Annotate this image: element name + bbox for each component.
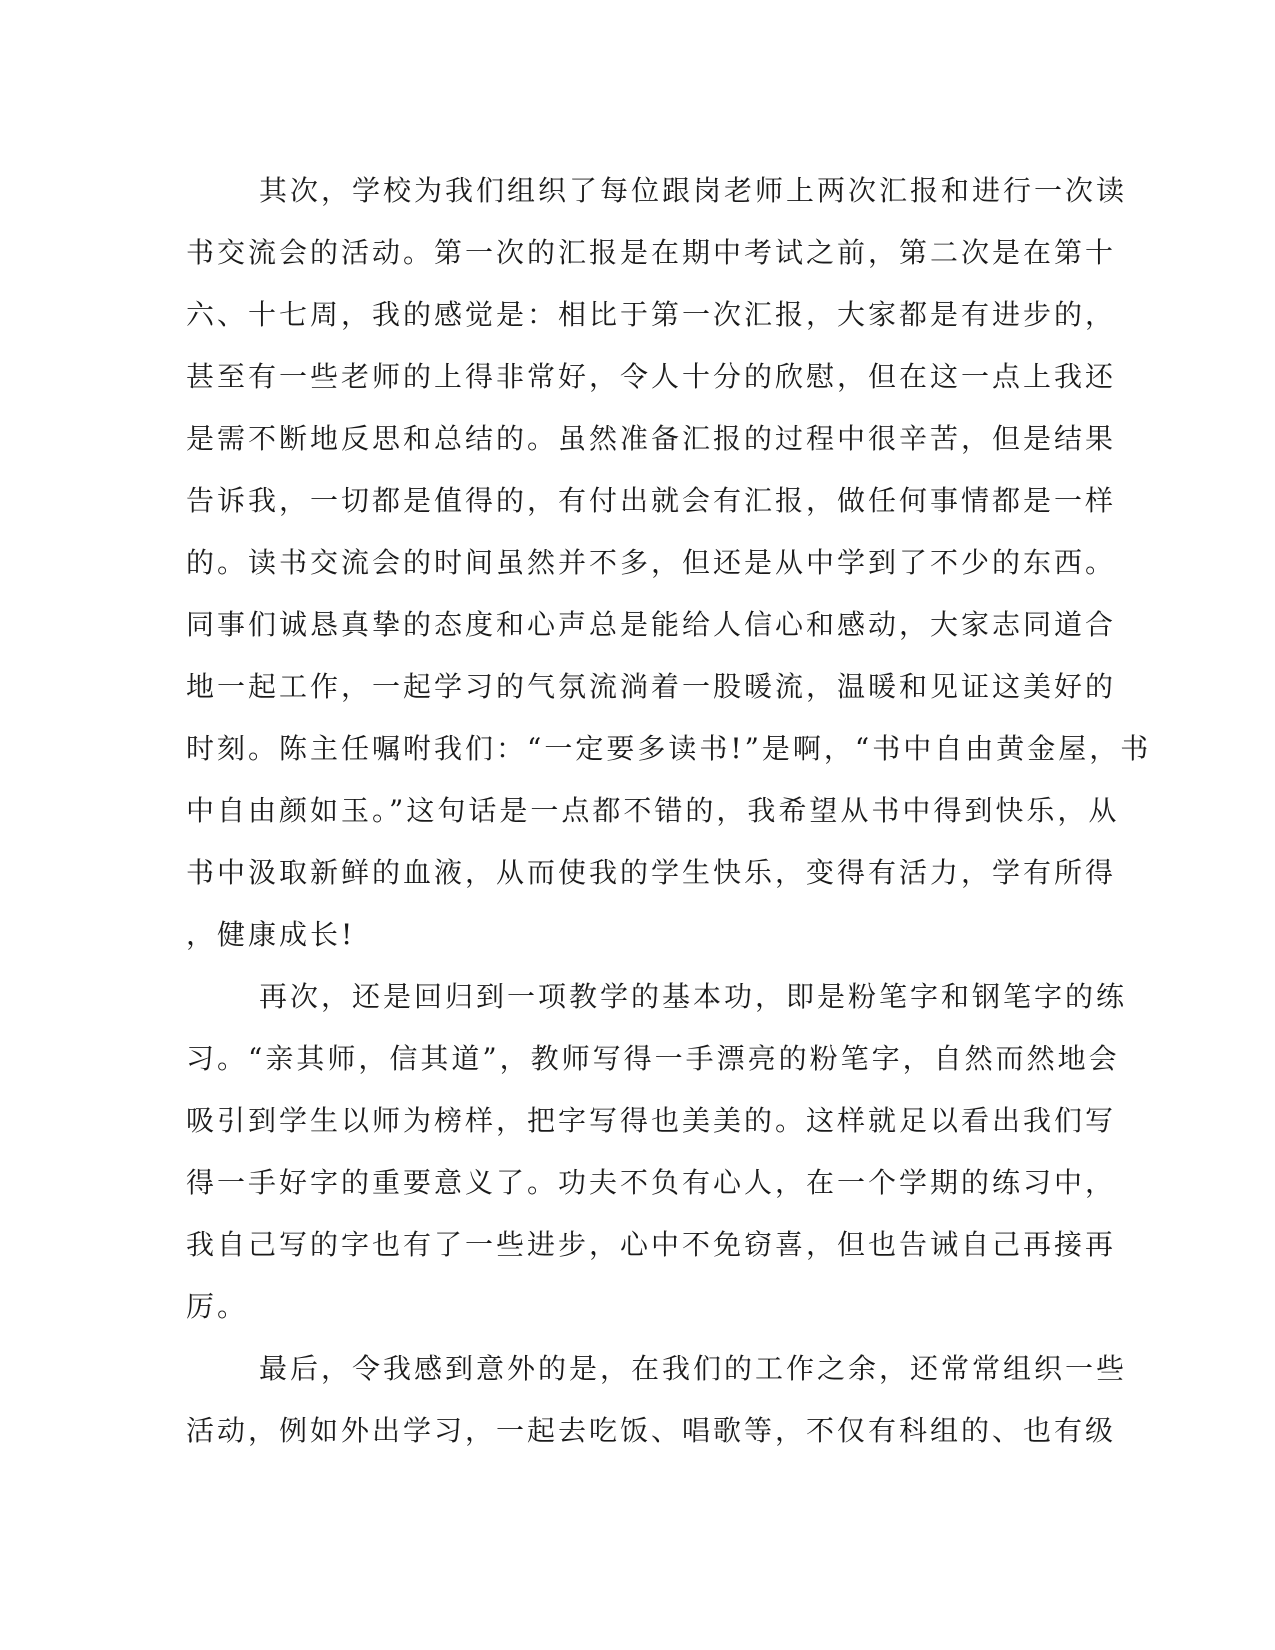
- paragraph-line: 时刻。陈主任嘱咐我们：“一定要多读书!”是啊，“书中自由黄金屋，书: [186, 732, 1152, 765]
- paragraph-line: 习。“亲其师，信其道”，教师写得一手漂亮的粉笔字，自然而然地会: [186, 1042, 1120, 1075]
- paragraph-line: 吸引到学生以师为榜样，把字写得也美美的。这样就足以看出我们写: [186, 1104, 1117, 1137]
- paragraph-line: 书中汲取新鲜的血液，从而使我的学生快乐，变得有活力，学有所得: [186, 856, 1117, 889]
- paragraph-line: 活动，例如外出学习，一起去吃饭、唱歌等，不仅有科组的、也有级: [186, 1414, 1117, 1447]
- paragraph-line: 中自由颜如玉。”这句话是一点都不错的，我希望从书中得到快乐，从: [186, 794, 1120, 827]
- paragraph-3: [186, 1338, 1128, 1462]
- paragraph-line: ，健康成长!: [186, 918, 356, 951]
- paragraph-line: 的。读书交流会的时间虽然并不多，但还是从中学到了不少的东西。: [186, 546, 1117, 579]
- paragraph-1: [186, 160, 1152, 966]
- paragraph-line: 厉。: [186, 1290, 249, 1323]
- paragraph-line: 其次，学校为我们组织了每位跟岗老师上两次汇报和进行一次读: [259, 174, 1128, 207]
- paragraph-line: 告诉我，一切都是值得的，有付出就会有汇报，做任何事情都是一样: [186, 484, 1117, 517]
- paragraph-line: 同事们诚恳真挚的态度和心声总是能给人信心和感动，大家志同道合: [186, 608, 1117, 641]
- paragraph-2: [186, 966, 1128, 1338]
- paragraph-line: 六、十七周，我的感觉是：相比于第一次汇报，大家都是有进步的，: [186, 298, 1117, 331]
- paragraph-line: 得一手好字的重要意义了。功夫不负有心人，在一个学期的练习中，: [186, 1166, 1117, 1199]
- paragraph-line: 最后，令我感到意外的是，在我们的工作之余，还常常组织一些: [259, 1352, 1128, 1385]
- paragraph-line: 我自己写的字也有了一些进步，心中不免窃喜，但也告诫自己再接再: [186, 1228, 1117, 1261]
- document-body: [186, 160, 1152, 1462]
- paragraph-line: 是需不断地反思和总结的。虽然准备汇报的过程中很辛苦，但是结果: [186, 422, 1117, 455]
- paragraph-line: 再次，还是回归到一项教学的基本功，即是粉笔字和钢笔字的练: [259, 980, 1128, 1013]
- paragraph-line: 地一起工作，一起学习的气氛流淌着一股暖流，温暖和见证这美好的: [186, 670, 1117, 703]
- paragraph-line: 甚至有一些老师的上得非常好，令人十分的欣慰，但在这一点上我还: [186, 360, 1117, 393]
- paragraph-line: 书交流会的活动。第一次的汇报是在期中考试之前，第二次是在第十: [186, 236, 1117, 269]
